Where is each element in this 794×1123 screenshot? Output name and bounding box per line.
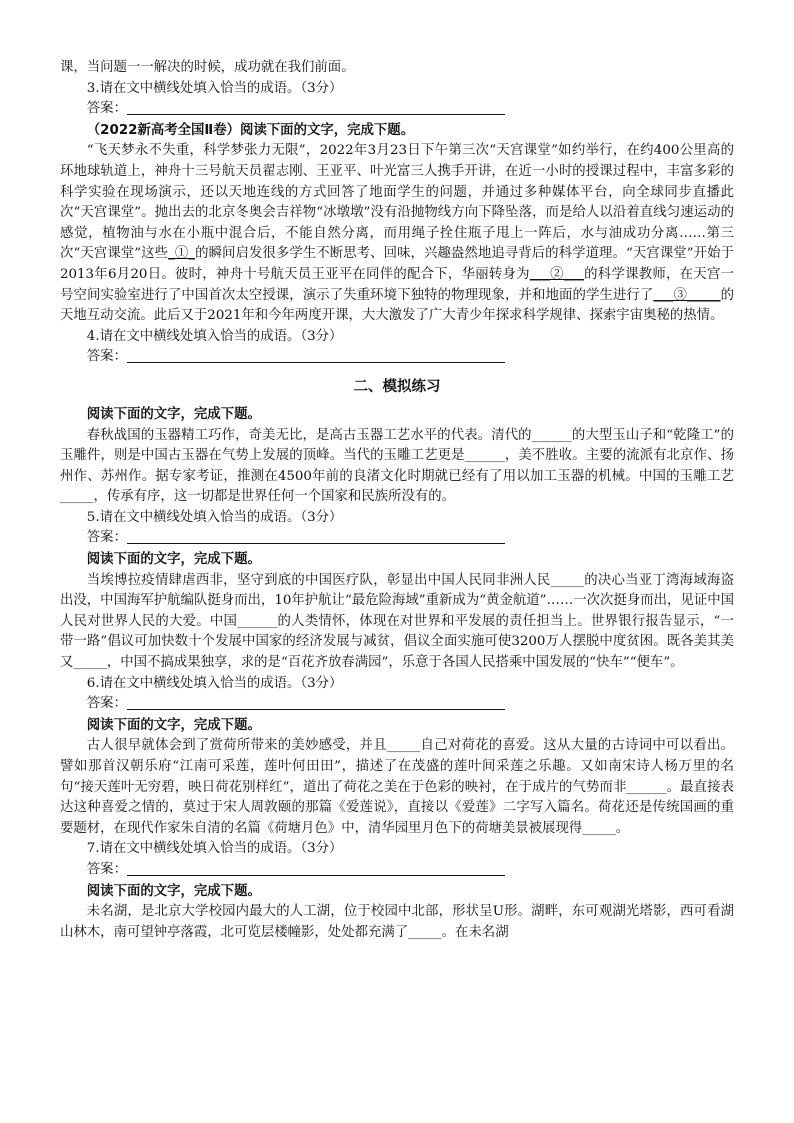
answer-line [127, 348, 505, 363]
answer-7 [60, 860, 734, 881]
passage-text: “飞天梦永不失重，科学梦张力无限”，2022年3月23日下午第三次“天宫课堂”如约举行，在约400公里高的环地球轨道上，神舟十三号航天员翟志刚、王亚平、叶光富三人携手开讲，在近一小时的授课过程中，丰富多彩的科学实验在现场演示，还以天地连线的方式回答了地面学生的问题，并通过多种媒体平台，向全球同步直播此次“天宫课堂”。抛出去的北京冬奥会吉祥物“冰墩墩”没有沿抛物线方向下降坠落，而是给人以沿着直线匀速运动的感觉，植物油与水在小瓶中混合后，不能自然分离，而用绳子拴住瓶子甩上一阵后，水与油成功分离……第三次“天宫课堂”这些 [60, 143, 734, 262]
document-page [60, 58, 734, 943]
blank-3: ___③_____ [653, 287, 721, 303]
passage-lotus: 古人很早就体会到了赏荷所带来的美妙感受，并且_____自己对荷花的喜爱。这从大量的古诗词中可以看出。譬如那首汉朝乐府“江南可采莲，莲叶何田田”，描述了在茂盛的莲叶间采莲之乐趣。又如南宋诗人杨万里的名句“接天莲叶无穷碧，映日荷花别样红”，道出了荷花之美在于色彩的映衬，在于成片的气势而非______。最直接表达这种喜爱之情的，莫过于宋人周敦颐的那篇《爱莲说》，直接以《爱莲》二字写入篇名。荷花还是传统国画的重要题材，在现代作家朱自清的名篇《荷塘月色》中，清华园里月色下的荷塘美景被展现得_____。 [60, 738, 734, 836]
section-heading: 阅读下面的文字，完成下题。 [86, 883, 261, 899]
answer-label: 答案： [86, 530, 127, 546]
section-heading: （2022新高考全国Ⅱ卷）阅读下面的文字，完成下题。 [86, 122, 415, 138]
question-5: 5.请在文中横线处填入恰当的成语。（3分） [86, 509, 343, 525]
answer-label: 答案： [86, 861, 127, 877]
passage-jade: 春秋战国的玉器精工巧作，奇美无比，是高古玉器工艺水平的代表。清代的______的大型玉山子和“乾隆工”的玉雕件，则是中国古玉器在气势上发展的顶峰。当代的玉雕工艺更是______，美不胜收。主要的流派有北京作、扬州作、苏州作。据专家考证，推测在4500年前的良渚文化时期就已经有了用以加工玉器的机械。中国的玉雕工艺_____，传承有序，这一切都是世界任何一个国家和民族所没有的。 [60, 427, 734, 505]
passage-text: 的天地互动交流。此后又于2021年和今年两度开课，大大激发了广大青少年探求科学规律、探索宇宙奥秘的热情。 [60, 287, 735, 324]
paragraph-continuation: 课，当问题一一解决的时候，成功就在我们前面。 [60, 60, 355, 75]
answer-label: 答案： [86, 349, 127, 365]
section-heading: 阅读下面的文字，完成下题。 [86, 552, 261, 568]
section-title: 二、模拟练习 [353, 378, 441, 395]
section-heading: 阅读下面的文字，完成下题。 [86, 406, 261, 422]
question-3: 3.请在文中横线处填入恰当的成语。（3分） [86, 80, 343, 96]
blank-2: ___②___ [529, 266, 584, 282]
section-heading: 阅读下面的文字，完成下题。 [86, 717, 261, 733]
answer-5 [60, 528, 734, 549]
answer-label: 答案： [86, 696, 127, 712]
answer-line [127, 100, 505, 115]
answer-line [127, 861, 505, 876]
answer-line [127, 695, 505, 710]
question-6: 6.请在文中横线处填入恰当的成语。（3分） [86, 675, 343, 691]
passage-text: 的瞬间启发很多学生不断思考、回味，兴趣盎然地追寻背后的科学道理。“天宫课堂”开始于2013年6月20日。彼时，神舟十号航天员王亚平在同伴的配合下，华丽转身为 [60, 246, 734, 282]
answer-label: 答案： [86, 101, 127, 117]
question-4: 4.请在文中横线处填入恰当的成语。（3分） [86, 328, 343, 344]
passage-tiangong [60, 141, 734, 326]
passage-text: 的科学课教师，在天宫一号空间实验室进行了中国首次太空授课，演示了失重环境下独特的物理现象，并和地面的学生进行了 [60, 266, 735, 303]
answer-6 [60, 694, 734, 715]
answer-line [127, 529, 505, 544]
question-7: 7.请在文中横线处填入恰当的成语。（3分） [86, 841, 343, 857]
blank-1: _①_ [168, 246, 196, 262]
passage-weiming-lake: 未名湖，是北京大学校园内最大的人工湖，位于校园中北部，形状呈U形。湖畔，东可观湖光塔影，西可看湖山林木，南可望钟亭落霞，北可览层楼幢影，处处都充满了_____。在未名湖 [60, 904, 734, 940]
answer-3 [60, 99, 734, 120]
passage-china-world: 当埃博拉疫情肆虐西非，坚守到底的中国医疗队，彰显出中国人民同非洲人民_____的决心当亚丁湾海域海盗出没，中国海军护航编队挺身而出，10年护航让“最危险海域”重新成为“黄金航道”……一次次挺身而出，见证中国人民对世界人民的大爱。中国______的人类情怀，体现在对世界和平发展的责任担当上。世界银行报告显示，“一带一路”倡议可加快数十个发展中国家的经济发展与减贫，倡议全面实施可使3200万人摆脱中度贫困。既各美其美又_____，中国不搞成果独享，求的是“百花齐放春满园”，乐意于各国人民搭乘中国发展的“快车”“便车”。 [60, 572, 734, 671]
answer-4 [60, 347, 734, 368]
